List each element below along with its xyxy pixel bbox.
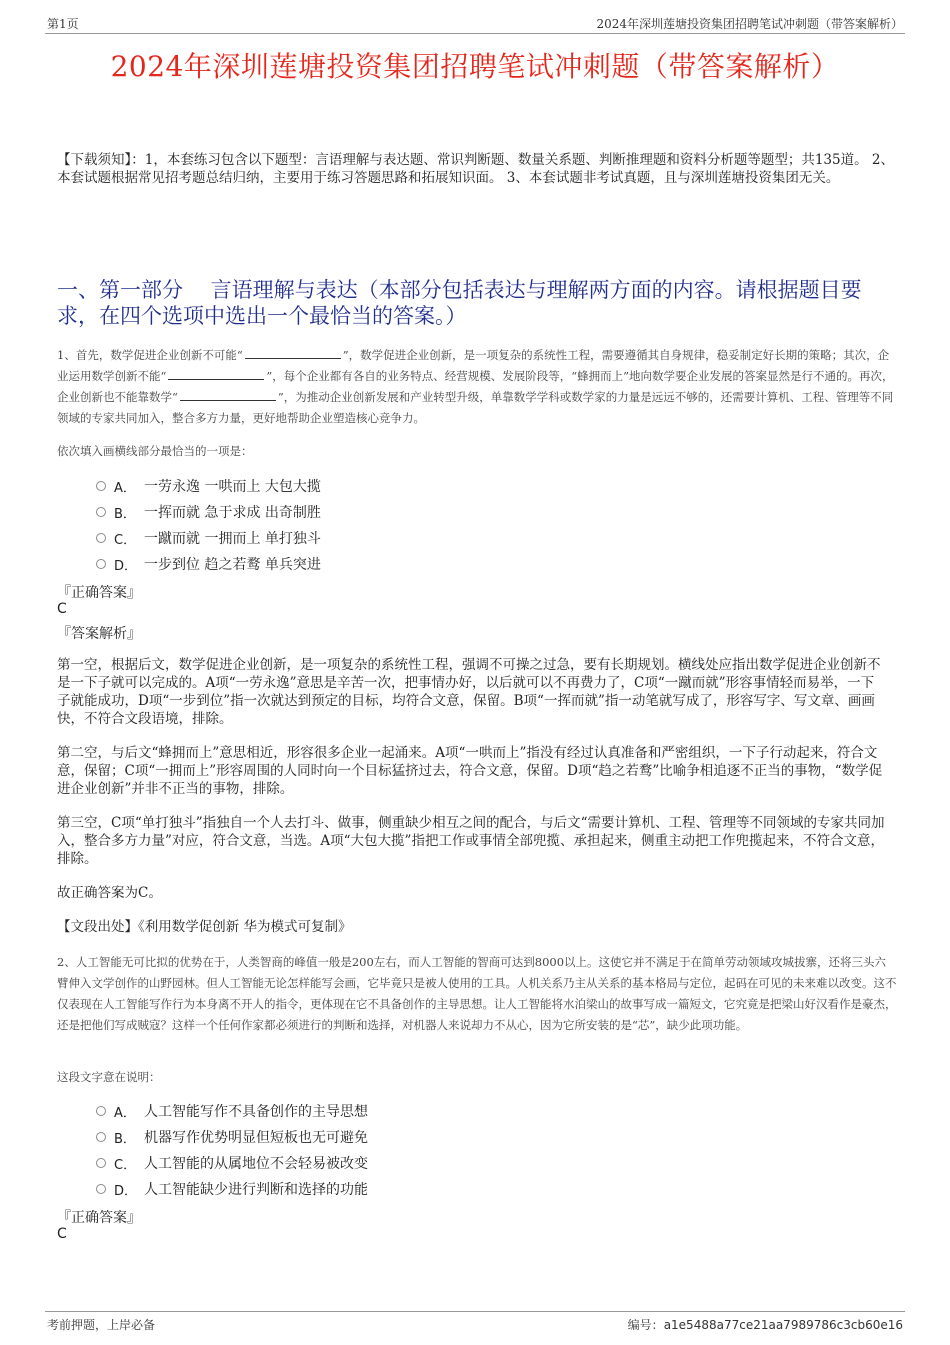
question-1-text: 1、首先，数学促进企业创新不可能“ ”，数学促进企业创新，是一项复杂的系统性工程，需要遵循其自身规律，稳妥制定好长期的策略；其次，企业运用数学创新不能“ ”，每个企业都有各自的业务特点、经营规模、发展阶段等，“蜂拥而上”地向数学要企业发展的答案显然是行不通的。再次，企业创新也不能靠数学“ ”，为推动企业创新发展和产业转型升级，单靠数学学科或数学家的力量是远远不够的，还需要计算机、工程、管理等不同领域的专家共同加入，整合多方力量，更好地帮助企业塑造核心竞争力。 bbox=[57, 348, 894, 425]
analysis-paragraph: 第二空，与后文“蜂拥而上”意思相近，形容很多企业一起涌来。A项“一哄而上”指没有经过认真准备和严密组织，一下子行动起来，符合文意，保留；C项“一拥而上”形容周围的人同时向一个目标猛挤过去，符合文意，保留。D项“趋之若鹜”比喻争相追逐不正当的事物，“数学促进企业创新”并非不正当的事物，排除。 bbox=[57, 745, 883, 797]
header-doc-title: 2024年深圳莲塘投资集团招聘笔试冲刺题（带答案解析） bbox=[596, 17, 903, 31]
analysis-conclusion: 故正确答案为C。 bbox=[57, 885, 162, 901]
blank-line bbox=[245, 347, 341, 359]
radio-icon[interactable] bbox=[96, 507, 106, 517]
analysis-label: 『答案解析』 bbox=[57, 626, 141, 642]
radio-icon[interactable] bbox=[96, 559, 106, 569]
option-a[interactable]: A． 人工智能写作不具备创作的主导思想 bbox=[96, 1098, 368, 1124]
document-title: 2024年深圳莲塘投资集团招聘笔试冲刺题（带答案解析） bbox=[110, 50, 840, 83]
document-code: 编号：a1e5488a77ce21aa7989786c3cb60e16 bbox=[627, 1318, 903, 1332]
download-notice: 【下载须知】：1，本套练习包含以下题型：言语理解与表达题、常识判断题、数量关系题、判断推理题和资料分析题等题型；共135道。 2、本套试题根据常见招考题总结归纳，主要用于练习答题思路和拓展知识面。 3、本套试题非考试真题，且与深圳莲塘投资集团无关。 bbox=[57, 152, 894, 186]
correct-answer-label: 『正确答案』 bbox=[57, 585, 141, 601]
question-2-options bbox=[96, 1098, 368, 1202]
question-2-prompt: 这段文字意在说明： bbox=[57, 1070, 161, 1084]
radio-icon[interactable] bbox=[96, 533, 106, 543]
radio-icon[interactable] bbox=[96, 1132, 106, 1142]
analysis-paragraph: 第一空，根据后文，数学促进企业创新，是一项复杂的系统性工程，强调不可操之过急，要有长期规划。横线处应指出数学促进企业创新不是一下子就可以完成的。A项“一劳永逸”意思是辛苦一次，把事情办好，以后就可以不再费力了，C项“一蹴而就”形容事情轻而易举，一下子就能成功，D项“一步到位”指一次就达到预定的目标，均符合文意，保留。B项“一挥而就”指一动笔就写成了，形容写字、写文章、画画快，不符合文段语境，排除。 bbox=[57, 657, 881, 727]
option-a[interactable]: A． 一劳永逸 一哄而上 大包大揽 bbox=[96, 473, 321, 499]
question-1-prompt: 依次填入画横线部分最恰当的一项是： bbox=[57, 444, 253, 458]
analysis-paragraph: 第三空，C项“单打独斗”指独自一个人去打斗、做事，侧重缺少相互之间的配合，与后文“需要计算机、工程、管理等不同领域的专家共同加入，整合多方力量”对应，符合文意，当选。A项“大包大揽”指把工作或事情全部兜揽、承担起来，侧重主动把工作兜揽起来，不符合文意，排除。 bbox=[57, 815, 885, 867]
correct-answer: C bbox=[57, 601, 67, 617]
page-header bbox=[45, 12, 905, 34]
blank-line bbox=[180, 389, 276, 401]
blank-line bbox=[168, 368, 264, 380]
option-d[interactable]: D． 人工智能缺少进行判断和选择的功能 bbox=[96, 1176, 368, 1202]
option-c[interactable]: C． 人工智能的从属地位不会轻易被改变 bbox=[96, 1150, 368, 1176]
footer-slogan: 考前押题，上岸必备 bbox=[47, 1318, 156, 1332]
radio-icon[interactable] bbox=[96, 1158, 106, 1168]
question-2-text: 2、人工智能无可比拟的优势在于，人类智商的峰值一般是200左右，而人工智能的智商可达到8000以上。这使它并不满足于在简单劳动领域攻城拔寨，还将三头六臂伸入文学创作的山野园林。但人工智能无论怎样能写会画，它毕竟只是被人使用的工具。人机关系乃主从关系的基本格局与定位，起码在可见的未来难以改变。这不仅表现在人工智能写作行为本身离不开人的指令，更体现在它不具备创作的主导思想。让人工智能将水泊梁山的故事写成一篇短文，它究竟是把梁山好汉看作是豪杰，还是把他们写成贼寇？这样一个任何作家都必须进行的判断和选择，对机器人来说却力不从心，因为它所安装的是“芯”，缺少此项功能。 bbox=[57, 955, 897, 1032]
radio-icon[interactable] bbox=[96, 1184, 106, 1194]
option-b[interactable]: B． 一挥而就 急于求成 出奇制胜 bbox=[96, 499, 321, 525]
question-1-options bbox=[96, 473, 321, 577]
section-heading: 一、第一部分 言语理解与表达（本部分包括表达与理解两方面的内容。请根据题目要求，在四个选项中选出一个最恰当的答案。） bbox=[57, 278, 862, 328]
correct-answer-label: 『正确答案』 bbox=[57, 1210, 141, 1226]
option-d[interactable]: D． 一步到位 趋之若鹜 单兵突进 bbox=[96, 551, 321, 577]
radio-icon[interactable] bbox=[96, 481, 106, 491]
radio-icon[interactable] bbox=[96, 1106, 106, 1116]
source-citation: 【文段出处】《利用数学促创新 华为模式可复制》 bbox=[57, 919, 352, 935]
option-c[interactable]: C． 一蹴而就 一拥而上 单打独斗 bbox=[96, 525, 321, 551]
page-footer bbox=[45, 1311, 905, 1335]
correct-answer: C bbox=[57, 1226, 67, 1242]
page-number: 第1页 bbox=[47, 17, 79, 31]
option-b[interactable]: B． 机器写作优势明显但短板也无可避免 bbox=[96, 1124, 368, 1150]
